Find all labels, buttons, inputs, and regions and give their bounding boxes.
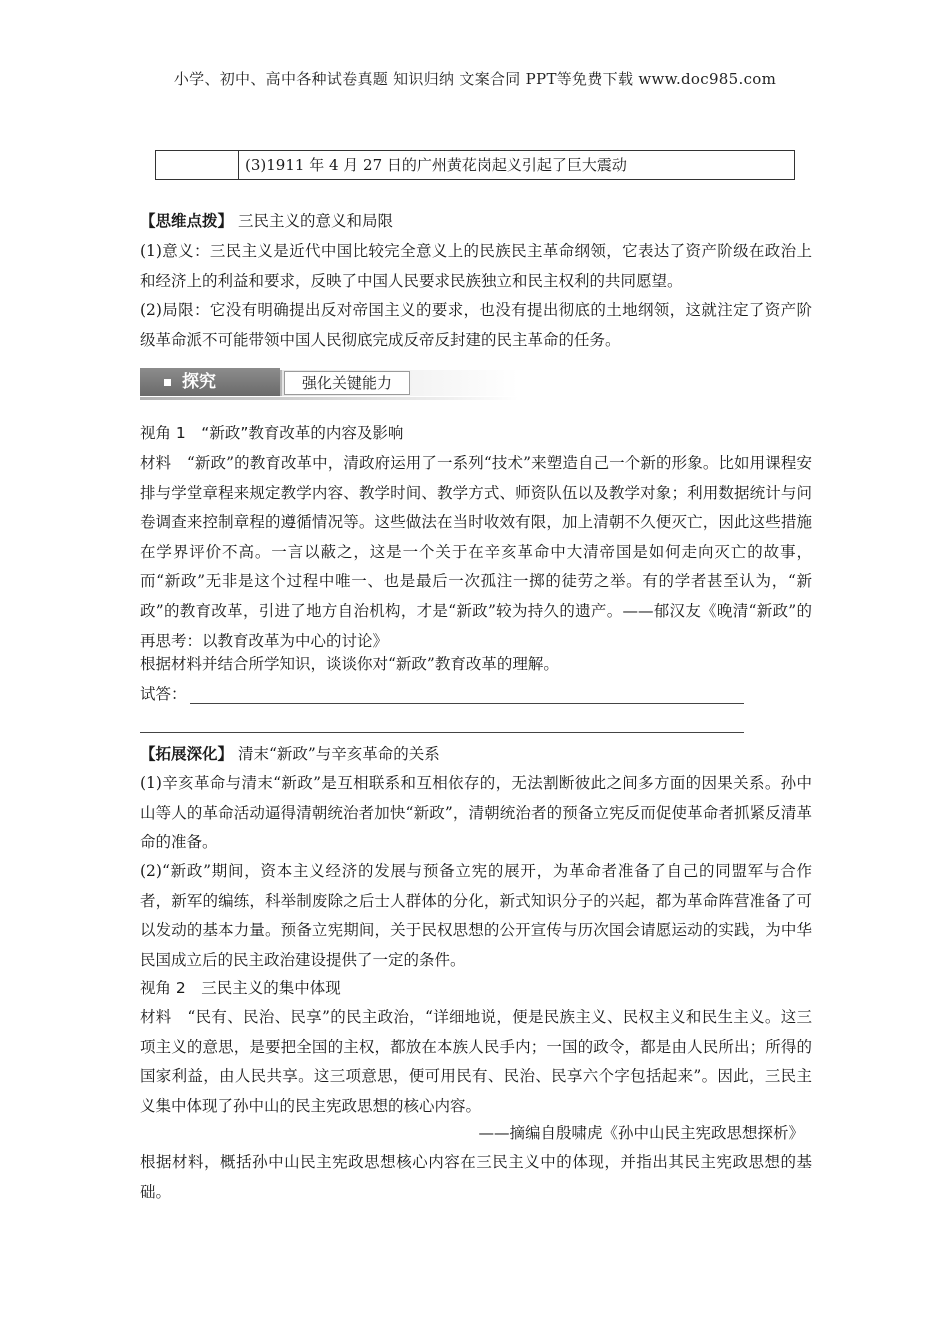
thinking-tip-limitation: (2)局限：它没有明确提出反对帝国主义的要求，也没有提出彻底的土地纲领，这就注定了资产阶级革命派不可能带领中国人民彻底完成反帝反封建的民主革命的任务。 bbox=[140, 301, 812, 349]
view1-answer-label: 试答： bbox=[140, 685, 187, 703]
view2-source: ——摘编自殷啸虎《孙中山民主宪政思想探析》 bbox=[478, 1124, 804, 1142]
extension-p2: (2)“新政”期间，资本主义经济的发展与预备立宪的展开，为革命者准备了自己的同盟军与合作者，新军的编练，科举制废除之后士人群体的分化，新式知识分子的兴起，都为革命阵营准备了可以发动的基本力量。预备立宪期间，关于民权思想的公开宣传与历次国会请愿运动的实践，为中华民国成立后的民主政治建设提供了一定的条件。 bbox=[140, 862, 812, 969]
table-cell-empty bbox=[156, 151, 239, 179]
thinking-tip-tag: 【思维点拨】 bbox=[140, 212, 234, 230]
view1-title: 视角 1 “新政”教育改革的内容及影响 bbox=[140, 424, 404, 442]
answer-table-row bbox=[155, 150, 795, 180]
thinking-tip-heading bbox=[140, 207, 812, 237]
view1-material: 材料 “新政”的教育改革中，清政府运用了一系列“技术”来塑造自己一个新的形象。比如用课程安排与学堂章程来规定教学内容、教学时间、教学方式、师资队伍以及教学对象；利用数据统计与问卷调查来控制章程的遵循情况等。这些做法在当时收效有限，加上清朝不久便灭亡，因此这些措施在学界评价不高。一言以蔽之，这是一个关于在辛亥革命中大清帝国是如何走向灭亡的故事，而“新政”无非是这个过程中唯一、也是最后一次孤注一掷的徒劳之举。有的学者甚至认为，“新政”的教育改革，引进了地方自治机构，才是“新政”较为持久的遗产。——郁汉友《晚清“新政”的再思考：以教育改革为中心的讨论》 bbox=[140, 454, 812, 650]
square-bullet-icon bbox=[164, 379, 171, 386]
answer-line-2[interactable] bbox=[140, 732, 744, 733]
answer-line-1[interactable] bbox=[190, 703, 744, 704]
extension-tag: 【拓展深化】 bbox=[140, 745, 234, 763]
explore-banner bbox=[140, 368, 518, 400]
table-cell-text: (3)1911 年 4 月 27 日的广州黄花岗起义引起了巨大震动 bbox=[245, 156, 627, 174]
view2-title: 视角 2 三民主义的集中体现 bbox=[140, 979, 341, 997]
thinking-tip-title: 三民主义的意义和局限 bbox=[237, 212, 393, 230]
extension-p1: (1)辛亥革命与清末“新政”是互相联系和互相依存的，无法割断彼此之间多方面的因果关系。孙中山等人的革命活动逼得清朝统治者加快“新政”，清朝统治者的预备立宪反而促使革命者抓紧反清革命的准备。 bbox=[140, 774, 812, 852]
view2-material: 材料 “民有、民治、民享”的民主政治，“详细地说，便是民族主义、民权主义和民生主义。这三项主义的意思，是要把全国的主权，都放在本族人民手内；一国的政令，都是由人民所出；所得的国家利益，由人民共享。这三项意思，便可用民有、民治、民享六个字包括起来”。因此，三民主义集中体现了孙中山的民主宪政思想的核心内容。 bbox=[140, 1008, 812, 1115]
banner-explore-label: 探究 bbox=[182, 372, 216, 392]
extension-heading bbox=[140, 740, 812, 770]
banner-underline bbox=[140, 397, 518, 400]
banner-explore-tab bbox=[140, 368, 280, 396]
view2-question: 根据材料，概括孙中山民主宪政思想核心内容在三民主义中的体现，并指出其民主宪政思想的基础。 bbox=[140, 1153, 812, 1201]
extension-title: 清末“新政”与辛亥革命的关系 bbox=[237, 745, 440, 763]
view1-question: 根据材料并结合所学知识，谈谈你对“新政”教育改革的理解。 bbox=[140, 655, 559, 673]
page-header: 小学、初中、高中各种试卷真题 知识归纳 文案合同 PPT等免费下载 www.doc985.com bbox=[173, 70, 777, 88]
banner-subtitle: 强化关键能力 bbox=[284, 371, 410, 395]
thinking-tip-meaning: (1)意义：三民主义是近代中国比较完全意义上的民族民主革命纲领，它表达了资产阶级在政治上和经济上的利益和要求，反映了中国人民要求民族独立和民主权利的共同愿望。 bbox=[140, 242, 812, 290]
